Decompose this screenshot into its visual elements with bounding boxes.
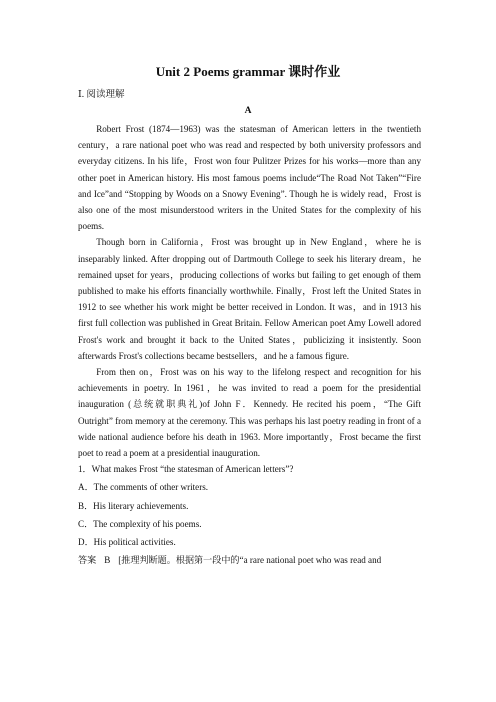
option-b: B．His literary achievements. bbox=[78, 500, 189, 511]
passage-body bbox=[78, 121, 421, 568]
answer-line bbox=[78, 550, 421, 568]
option-a: A．The comments of other writers. bbox=[78, 482, 209, 493]
paragraph-2: Though born in California，Frost was brought up in New England，where he is inseparably linked. After dropping out of Dartmouth College to seek his literary dream，he remained upset for years，producing collections of works but failing to get enough of them published to make his efforts financially worthwhile. Finally，Frost left the United States in 1912 to see whether his work might be better received in London. It was，and in 1913 his first full collection was published in Great Britain. Fellow American poet Amy Lowell adored Frost's work and brought it back to the United States，publicizing it insistently. Soon afterwards Frost's collections became bestsellers，and he a famous figure. bbox=[78, 237, 421, 361]
answer-value: B bbox=[104, 555, 111, 566]
option-c: C．The complexity of his poems. bbox=[78, 518, 202, 529]
passage-label: A bbox=[244, 106, 252, 116]
page-title: Unit 2 Poems grammar 课时作业 bbox=[155, 64, 341, 79]
question-1: 1．What makes Frost “the statesman of American letters”? bbox=[78, 464, 294, 475]
answer-explanation: [推理判断题。根据第一段中的“a rare national poet who was read and bbox=[118, 555, 382, 566]
paragraph-1: Robert Frost (1874—1963) was the statesman of American letters in the twentieth century，a rare national poet who was read and respected by both university professors and everyday citizens. In his life，Frost won four Pulitzer Prizes for his works—more than any other poet in American history. His most famous poems include“The Road Not Taken”“Fire and Ice”and “Stopping by Woods on a Snowy Evening”. Though he is widely read，Frost is also one of the most misunderstood writers in the United States for the complexity of his poems. bbox=[78, 124, 421, 232]
answer-label: 答案 bbox=[78, 555, 97, 566]
section-heading: Ⅰ. 阅读理解 bbox=[78, 90, 125, 100]
option-d: D．His political activities. bbox=[78, 537, 176, 548]
paragraph-3: From then on，Frost was on his way to the lifelong respect and recognition for his achievements in poetry. In 1961，he was invited to read a poem for the presidential inauguration (总统就职典礼)of John F．Kennedy. He recited his poem，“The Gift Outright” from memory at the ceremony. This was perhaps his last poetry reading in front of a wide national audience before his death in 1963. More importantly，Frost became the first poet to read a poem at a presidential inauguration. bbox=[78, 367, 421, 459]
